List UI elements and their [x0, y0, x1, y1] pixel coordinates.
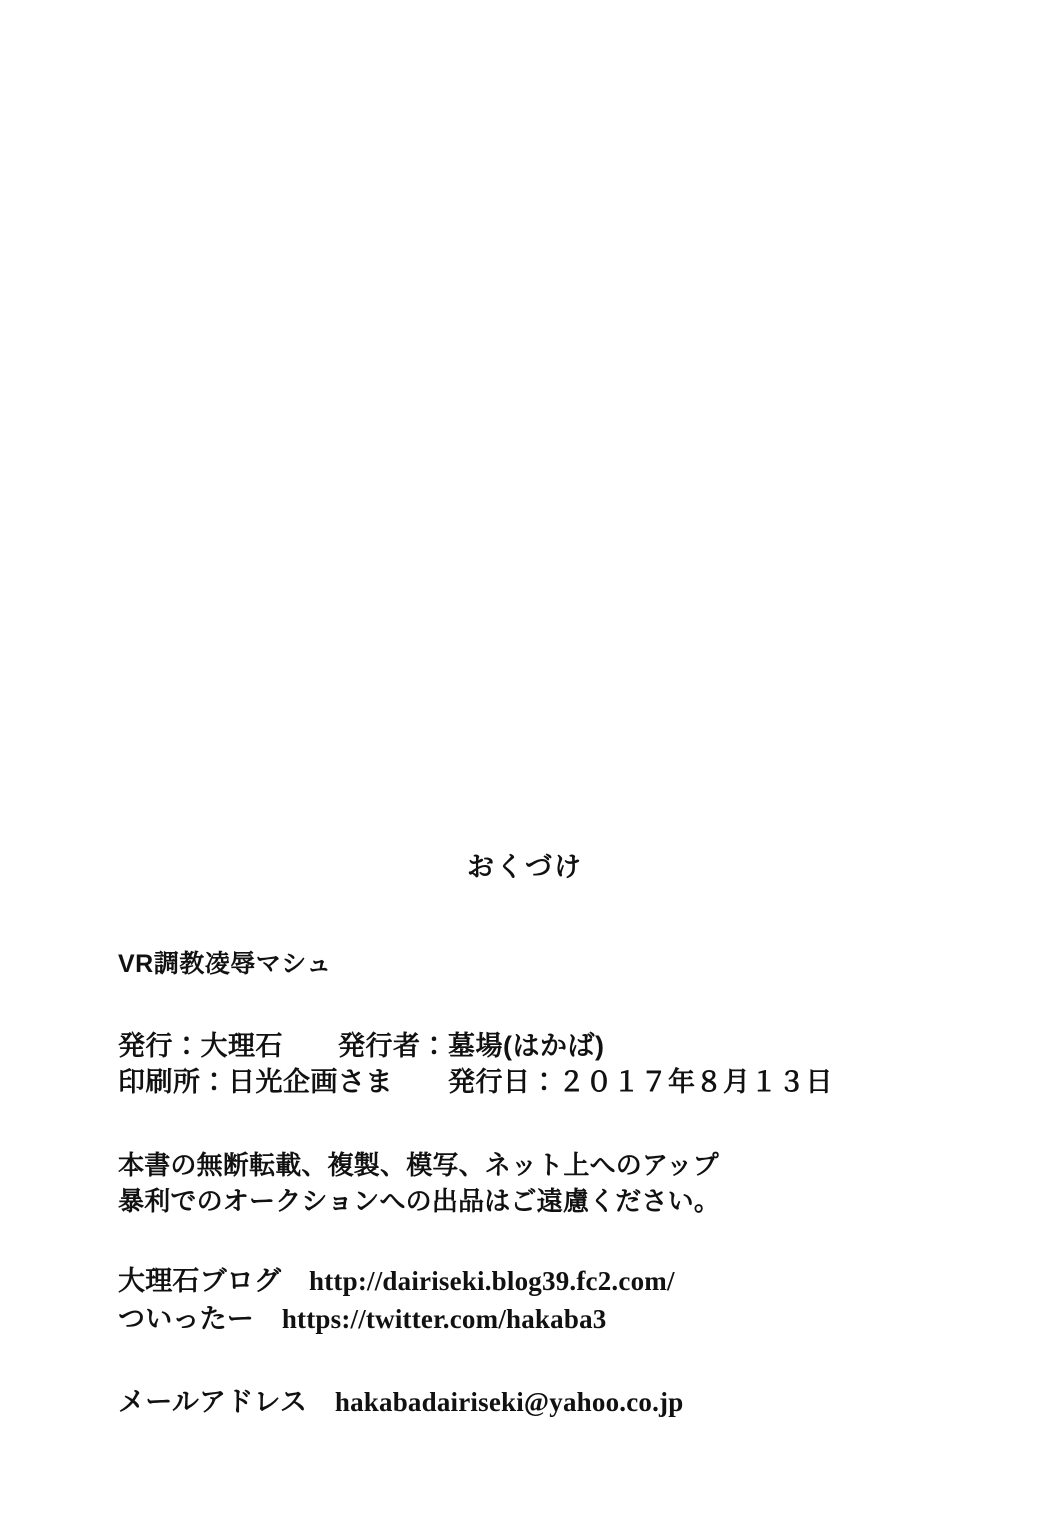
- work-title: VR調教凌辱マシュ: [118, 950, 332, 978]
- publisher-line: 発行：大理石 発行者：墓場(はかば): [118, 1031, 605, 1061]
- page-title: おくづけ: [467, 852, 583, 882]
- mail-label: メールアドレス: [118, 1387, 308, 1418]
- mail-address[interactable]: hakabadairiseki@yahoo.co.jp: [334, 1387, 684, 1418]
- printer-line: 印刷所：日光企画さま 発行日：２０１７年８月１３日: [118, 1067, 833, 1098]
- blog-url[interactable]: http://dairiseki.blog39.fc2.com/: [309, 1265, 675, 1296]
- blog-line: [118, 1262, 948, 1300]
- colophon-block: [0, 845, 1050, 1419]
- twitter-line: [118, 1300, 948, 1338]
- twitter-label: ついったー: [118, 1303, 254, 1334]
- notice-line-1: 本書の無断転載、複製、模写、ネット上へのアップ: [118, 1149, 719, 1180]
- notice-line-2: 暴利でのオークションへの出品はご遠慮ください。: [118, 1186, 721, 1217]
- blog-label: 大理石ブログ: [118, 1265, 282, 1296]
- colophon-body: [118, 944, 948, 1419]
- twitter-url[interactable]: https://twitter.com/hakaba3: [281, 1303, 607, 1334]
- mail-line: [118, 1380, 948, 1419]
